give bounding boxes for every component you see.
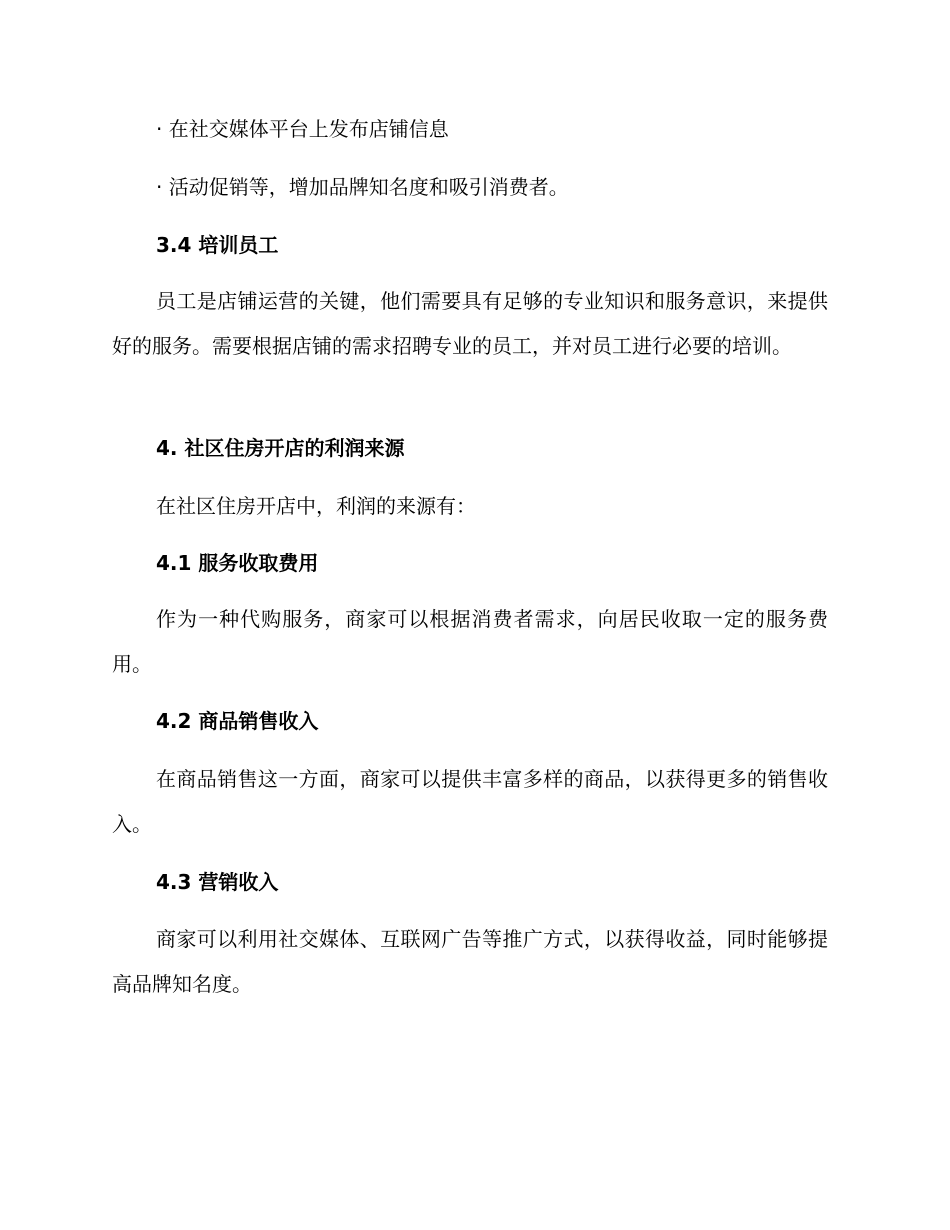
paragraph: 员工是店铺运营的关键，他们需要具有足够的专业知识和服务意识，来提供好的服务。需要根据店铺的需求招聘专业的员工，并对员工进行必要的培训。: [112, 289, 828, 358]
bullet-item: · 活动促销等，增加品牌知名度和吸引消费者。: [156, 175, 569, 199]
section-heading: 4.3 营销收入: [156, 870, 279, 894]
paragraph: 商家可以利用社交媒体、互联网广告等推广方式，以获得收益，同时能够提高品牌知名度。: [112, 927, 828, 996]
bullet-item: · 在社交媒体平台上发布店铺信息: [156, 117, 449, 141]
paragraph: 在社区住房开店中，利润的来源有：: [156, 494, 476, 518]
section-heading: 4.1 服务收取费用: [156, 551, 319, 575]
section-heading: 4.2 商品销售收入: [156, 709, 319, 733]
section-heading: 4. 社区住房开店的利润来源: [156, 436, 405, 460]
paragraph: 在商品销售这一方面，商家可以提供丰富多样的商品，以获得更多的销售收入。: [112, 767, 828, 836]
section-heading: 3.4 培训员工: [156, 233, 279, 257]
paragraph: 作为一种代购服务，商家可以根据消费者需求，向居民收取一定的服务费用。: [112, 607, 828, 676]
